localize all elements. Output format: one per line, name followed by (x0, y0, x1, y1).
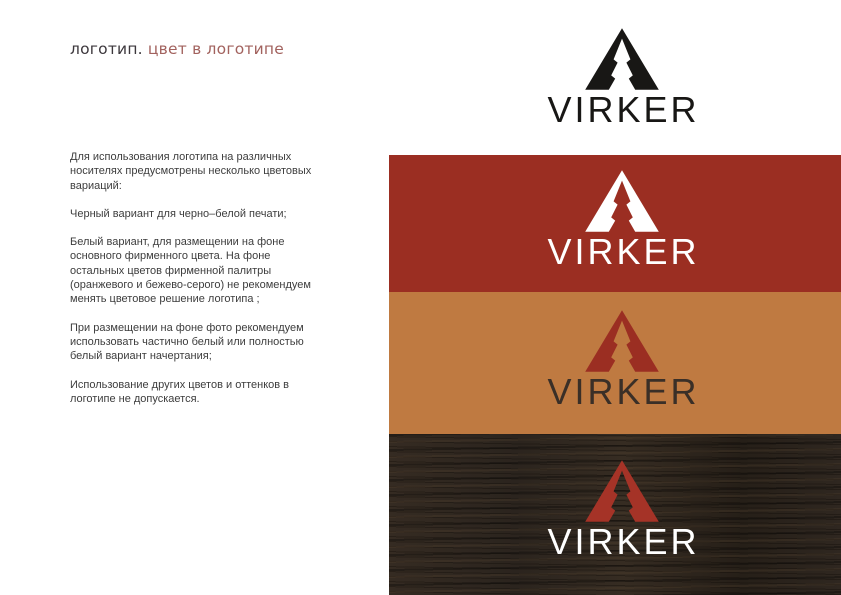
page-title-accent: цвет в логотипе (147, 40, 284, 58)
pine-tree-a-mark-icon (582, 310, 662, 372)
wordmark: VIRKER (547, 231, 700, 272)
body-paragraph: При размещении на фоне фото рекомендуем использовать частично белый или полностью белый вариант начертания; (70, 321, 304, 363)
wordmark: VIRKER (547, 89, 700, 130)
body-paragraph: Белый вариант, для размещении на фоне основного фирменного цвета. На фоне остальных цветов фирменной палитры (оранжевого и бежево-серого) не рекомендуем менять цветовое решение логотипа ; (70, 236, 311, 306)
logo-lockup-white-on-red (502, 170, 742, 270)
pine-tree-a-mark-icon (582, 28, 662, 90)
logo-lockup-black (502, 28, 742, 128)
wordmark: VIRKER (547, 521, 700, 562)
body-paragraph: Использование других цветов и оттенков в логотипе не допускается. (70, 378, 290, 405)
wordmark: VIRKER (547, 371, 700, 412)
logo-lockup-red-dark-on-orange (502, 310, 742, 410)
page-title (70, 40, 284, 58)
body-paragraph: Для использования логотипа на различных носителях предусмотрены несколько цветовых вариаций: (70, 151, 312, 192)
pine-tree-a-mark-icon (582, 460, 662, 522)
pine-tree-a-mark-icon (582, 170, 662, 232)
body-paragraph: Черный вариант для черно–белой печати; (70, 207, 287, 220)
logo-lockup-red-white-on-photo (502, 460, 742, 560)
page-title-prefix: логотип. (70, 40, 143, 58)
body-text-block (70, 150, 326, 420)
